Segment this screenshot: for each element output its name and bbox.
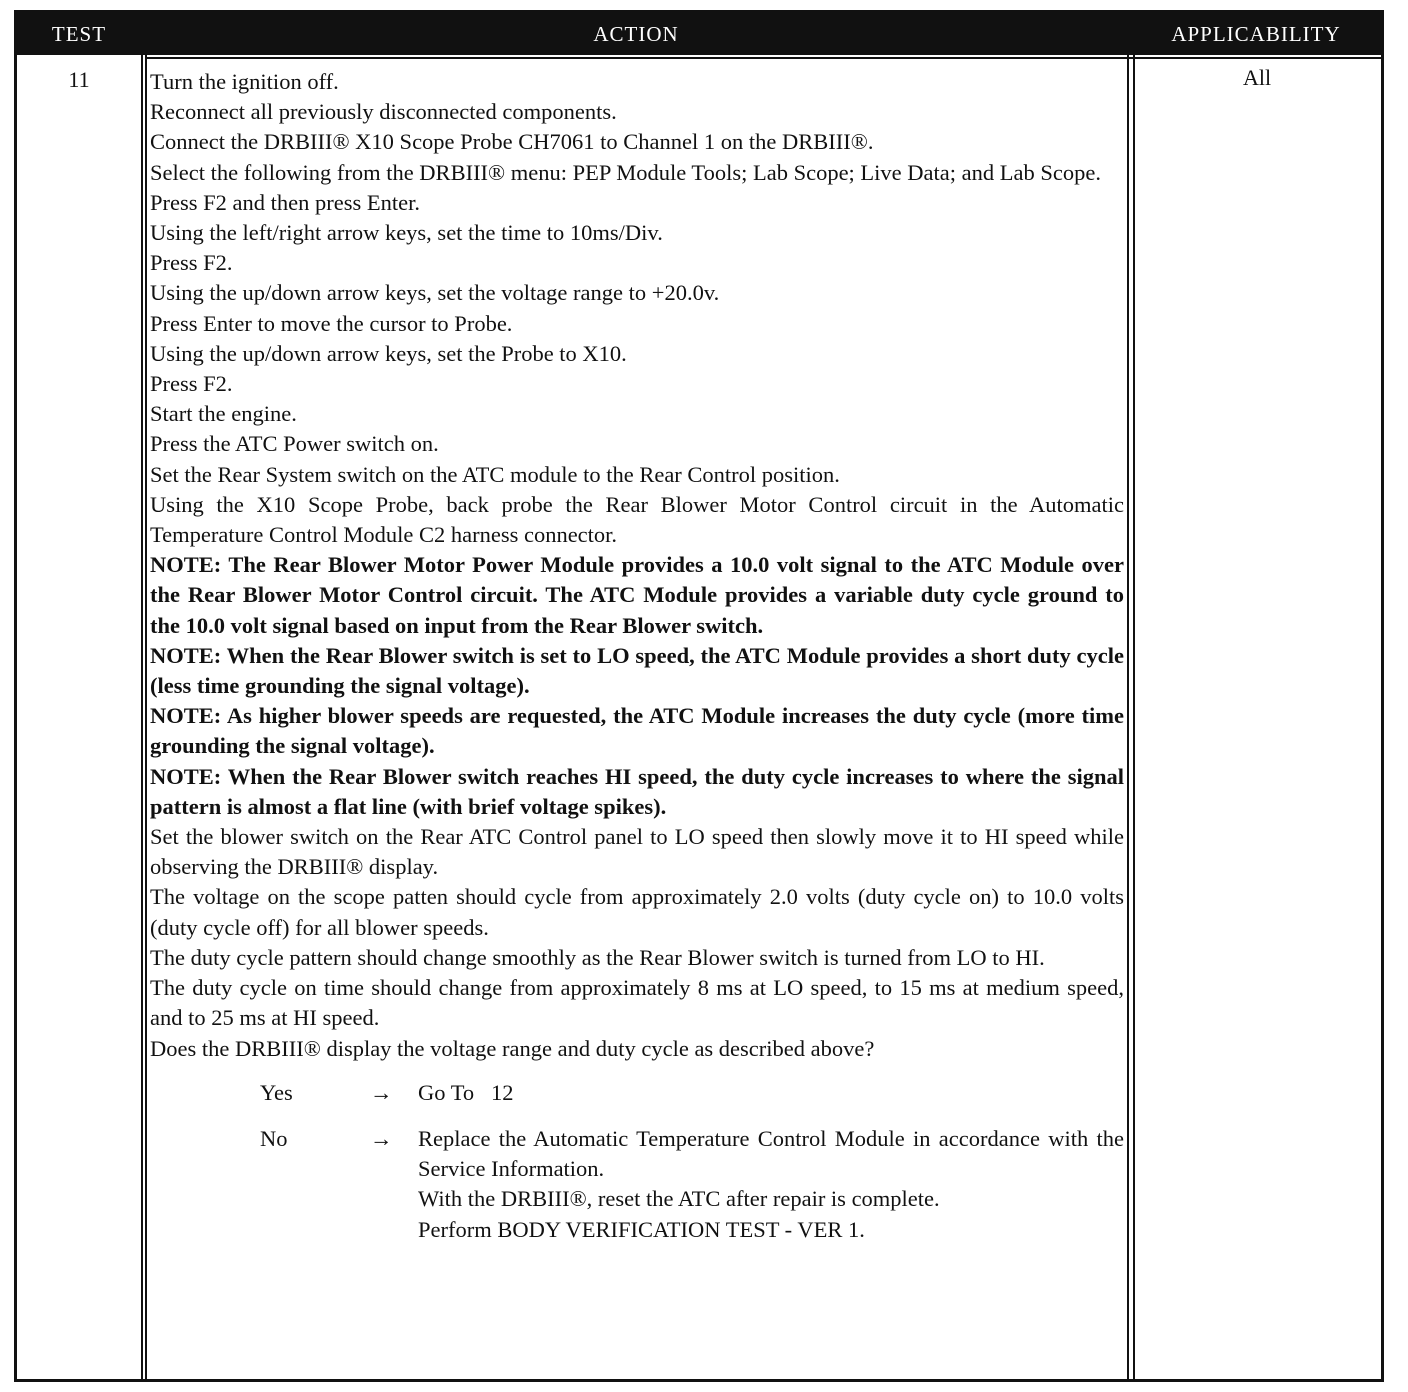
note-line: NOTE: When the Rear Blower switch reaches HI speed, the duty cycle increases to where the signal pattern is almost a flat line (with brief voltage spikes). <box>150 763 1124 819</box>
step-line: Using the X10 Scope Probe, back probe the Rear Blower Motor Control circuit in the Automatic Temperature Control Module C2 harness connector. <box>150 491 1124 548</box>
question-line: Does the DRBIII® display the voltage range and duty cycle as described above? <box>150 1035 875 1061</box>
step-line: Using the up/down arrow keys, set the Probe to X10. <box>150 340 627 366</box>
step-line: Using the left/right arrow keys, set the time to 10ms/Div. <box>150 220 663 246</box>
step-line: Press F2. <box>150 371 233 397</box>
no-label: No <box>260 1125 288 1151</box>
step-line: Start the engine. <box>150 401 297 427</box>
yes-label: Yes <box>260 1079 293 1105</box>
step-line: Set the Rear System switch on the ATC module to the Rear Control position. <box>150 461 840 487</box>
step-line: The duty cycle on time should change from approximately 8 ms at LO speed, to 15 ms at medium speed, and to 25 ms at HI speed. <box>150 975 1124 1031</box>
column-divider-2b <box>1133 53 1135 1379</box>
step-line: Set the blower switch on the Rear ATC Control panel to LO speed then slowly move it to HI speed while observing the DRBIII® display. <box>150 824 1124 880</box>
step-line: Reconnect all previously disconnected components. <box>150 99 617 125</box>
header-test: TEST <box>51 22 107 46</box>
note-line: NOTE: When the Rear Blower switch is set to LO speed, the ATC Module provides a short duty cycle (less time grounding the signal voltage). <box>150 642 1124 699</box>
arrow-right-icon: → <box>370 1079 393 1105</box>
no-result-line: Perform BODY VERIFICATION TEST - VER 1. <box>418 1216 865 1242</box>
step-line: Press F2 and then press Enter. <box>150 189 420 215</box>
step-line: Press F2. <box>150 250 233 276</box>
step-line: Press the ATC Power switch on. <box>150 431 439 457</box>
step-line: The duty cycle pattern should change smoothly as the Rear Blower switch is turned from LO to HI. <box>150 944 1045 970</box>
header-applicability: APPLICABILITY <box>1171 22 1341 46</box>
note-line: NOTE: As higher blower speeds are requested, the ATC Module increases the duty cycle (more time grounding the signal voltage). <box>150 703 1124 759</box>
column-divider-2 <box>1127 53 1129 1379</box>
step-line: Connect the DRBIII® X10 Scope Probe CH7061 to Channel 1 on the DRBIII®. <box>150 129 874 155</box>
answer-block <box>150 1078 1124 1245</box>
note-line: NOTE: The Rear Blower Motor Power Module provides a 10.0 volt signal to the ATC Module over the Rear Blower Motor Control circuit. The ATC Module provides a variable duty cycle ground to the 10.0 volt signal based on input from the Rear Blower switch. <box>150 552 1124 638</box>
action-cell <box>150 67 1124 1261</box>
no-answer <box>150 1124 1124 1245</box>
arrow-right-icon: → <box>370 1125 393 1151</box>
step-line: Using the up/down arrow keys, set the voltage range to +20.0v. <box>150 280 720 306</box>
step-line: Press Enter to move the cursor to Probe. <box>150 310 513 336</box>
header-divider-inner <box>145 57 1381 59</box>
header-action: ACTION <box>593 22 679 46</box>
step-line: Turn the ignition off. <box>150 69 339 94</box>
applicability-value: All <box>1242 65 1272 90</box>
yes-result: Go To 12 <box>418 1079 514 1105</box>
no-result-line: With the DRBIII®, reset the ATC after repair is complete. <box>418 1186 940 1212</box>
header-divider <box>17 53 1381 55</box>
test-number: 11 <box>68 67 90 92</box>
diagnostic-table <box>14 10 1384 1382</box>
no-result-line: Replace the Automatic Temperature Control Module in accordance with the Service Information. <box>418 1125 1124 1182</box>
column-divider-1 <box>141 53 143 1379</box>
step-line: The voltage on the scope patten should cycle from approximately 2.0 volts (duty cycle on) to 10.0 volts (duty cycle off) for all blower speeds. <box>150 884 1124 940</box>
no-result <box>418 1124 1124 1245</box>
yes-answer <box>150 1078 1124 1108</box>
step-line: Select the following from the DRBIII® menu: PEP Module Tools; Lab Scope; Live Data; and Lab Scope. <box>150 159 1101 185</box>
column-divider-1b <box>145 53 147 1379</box>
table-header <box>17 13 1381 53</box>
